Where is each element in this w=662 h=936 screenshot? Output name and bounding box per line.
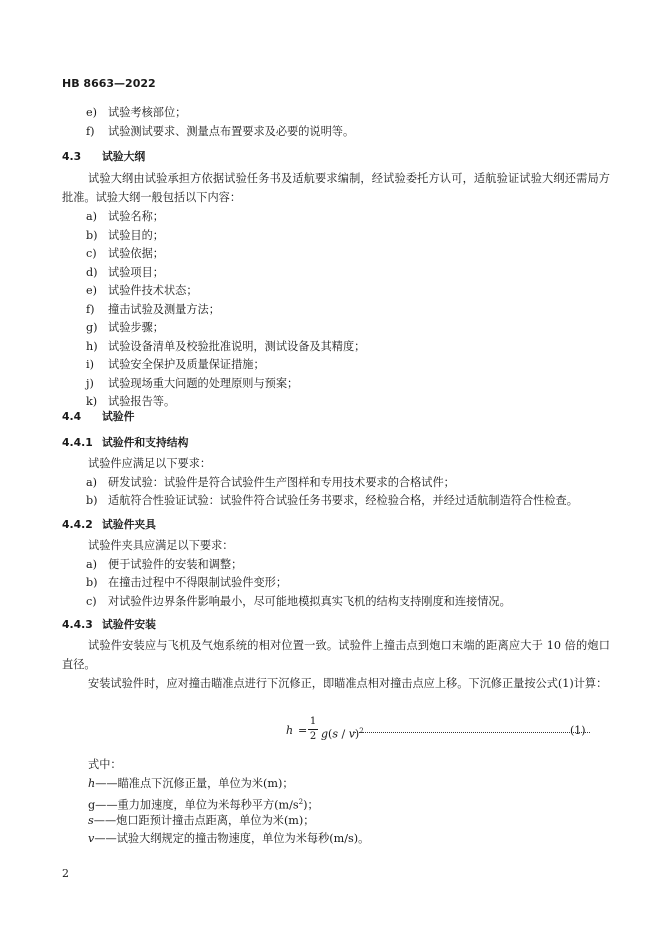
list-text: 试验测试要求、测量点布置要求及必要的说明等。 xyxy=(108,125,355,138)
formula-lhs: h xyxy=(286,724,294,737)
list-marker: h) xyxy=(86,339,98,353)
fraction-denominator: 2 xyxy=(309,731,317,742)
section-heading-4-4 xyxy=(62,410,134,424)
list-marker: g) xyxy=(86,321,98,334)
list-marker: e) xyxy=(86,106,97,119)
variable-definition xyxy=(88,777,294,791)
variable-description: ——试验大纲规定的撞击物速度，单位为米每秒(m/s)。 xyxy=(94,832,370,845)
list-marker: d) xyxy=(86,265,98,279)
list-item xyxy=(86,358,265,372)
section-number: 4.4.2 xyxy=(62,518,93,531)
formula-paren-open: ( xyxy=(328,727,333,741)
list-item xyxy=(86,303,220,317)
list-item xyxy=(86,125,354,139)
list-marker: c) xyxy=(86,247,97,260)
list-text: 试验名称； xyxy=(108,210,164,223)
where-label: 式中： xyxy=(88,758,122,771)
section-number: 4.4.1 xyxy=(62,436,93,449)
variable-symbol: h xyxy=(88,776,96,790)
list-marker: b) xyxy=(86,576,98,589)
formula-1 xyxy=(286,716,606,746)
section-title: 试验件和支持结构 xyxy=(102,436,189,449)
list-marker: e) xyxy=(86,284,97,297)
section-number: 4.4.3 xyxy=(62,618,93,631)
variable-description: ——炮口距预计撞击点距离，单位为米(m)； xyxy=(93,813,315,827)
list-item xyxy=(86,558,242,572)
variable-symbol: s xyxy=(88,813,94,827)
variable-description: ——重力加速度，单位为米每秒平方(m/s xyxy=(95,798,299,812)
paragraph-4-4-3-b: 安装试验件时，应对撞击瞄准点进行下沉修正，即瞄准点相对撞击点应上移。下沉修正量按公式(1)计算： xyxy=(88,677,608,690)
list-text: 便于试验件的安装和调整； xyxy=(108,557,243,571)
list-item xyxy=(86,595,511,609)
list-item xyxy=(86,576,287,590)
list-marker: a) xyxy=(86,557,98,571)
list-marker: a) xyxy=(86,210,98,223)
fraction-bar xyxy=(308,729,318,730)
list-item xyxy=(86,229,164,243)
list-item xyxy=(86,321,164,335)
list-item xyxy=(86,247,164,261)
formula-s: s xyxy=(332,727,338,741)
list-item xyxy=(86,395,175,409)
section-heading-4-4-1 xyxy=(62,436,188,450)
list-text: 对试验件边界条件影响最小，尽可能地模拟真实飞机的结构支持刚度和连接情况。 xyxy=(108,594,511,608)
list-text: 试验设备清单及校验批准说明，测试设备及其精度； xyxy=(108,339,366,353)
list-item xyxy=(86,494,578,508)
fraction-numerator: 1 xyxy=(309,716,317,727)
page-number: 2 xyxy=(62,867,69,880)
list-item xyxy=(86,340,365,354)
list-text: 试验安全保护及质量保证措施； xyxy=(108,358,265,371)
list-text: 试验依据； xyxy=(108,247,164,260)
list-marker: c) xyxy=(86,594,97,608)
list-marker: k) xyxy=(86,395,98,408)
section-title: 试验件夹具 xyxy=(102,518,156,531)
formula-power: 2 xyxy=(359,727,364,735)
list-item xyxy=(86,377,298,391)
list-marker: f) xyxy=(86,302,95,316)
list-marker: j) xyxy=(86,376,94,390)
formula-v: v xyxy=(348,727,355,741)
list-item xyxy=(86,476,455,490)
formula-leader-dots xyxy=(353,724,590,733)
variable-symbol: g xyxy=(88,798,96,812)
paragraph-4-4-3-a: 试验件安装应与飞机及气炮系统的相对位置一致。试验件上撞击点到炮口末端的距离应大于 10 倍的炮口直径。 xyxy=(62,639,610,671)
intro-text: 试验件夹具应满足以下要求： xyxy=(88,539,234,552)
list-text: 试验报告等。 xyxy=(108,395,176,408)
variable-definition xyxy=(88,795,319,813)
list-marker: a) xyxy=(86,475,98,489)
list-text: 适航符合性验证试验：试验件符合试验任务书要求，经检验合格，并经过适航制造符合性检查。 xyxy=(108,494,578,507)
formula-g: g xyxy=(321,727,329,741)
section-title: 试验件安装 xyxy=(102,618,156,631)
variable-definition xyxy=(88,832,369,846)
list-text: 试验件技术状态； xyxy=(108,284,198,297)
list-item xyxy=(86,266,164,280)
list-text: 试验现场重大问题的处理原则与预案； xyxy=(108,376,299,390)
section-number: 4.3 xyxy=(62,150,82,163)
document-number-header: HB 8663—2022 xyxy=(62,77,156,90)
list-text: 撞击试验及测量方法； xyxy=(108,302,220,316)
section-heading-4-4-2 xyxy=(62,518,156,532)
variable-definition xyxy=(88,814,314,828)
list-text: 在撞击过程中不得限制试验件变形； xyxy=(108,576,288,589)
list-marker: b) xyxy=(86,494,98,507)
list-marker: f) xyxy=(86,125,95,138)
list-text: 试验考核部位； xyxy=(108,106,187,119)
list-text: 试验步骤； xyxy=(108,321,164,334)
list-text: 研发试验：试验件是符合试验件生产图样和专用技术要求的合格试件； xyxy=(108,475,455,489)
list-item xyxy=(86,106,186,120)
list-item xyxy=(86,284,198,298)
list-item xyxy=(86,210,164,224)
section-heading-4-3 xyxy=(62,150,145,164)
section-title: 试验大纲 xyxy=(102,150,146,163)
variable-description-tail: )； xyxy=(303,798,319,812)
list-marker: b) xyxy=(86,228,98,242)
list-text: 试验目的； xyxy=(108,228,164,242)
unit-superscript: 2 xyxy=(298,798,304,806)
section-number: 4.4 xyxy=(62,410,82,423)
paragraph-4-3: 试验大纲由试验承担方依据试验任务书及适航要求编制，经试验委托方认可，适航验证试验大纲还需局方批准。试验大纲一般包括以下内容： xyxy=(62,172,610,204)
intro-text: 试验件应满足以下要求： xyxy=(88,457,212,470)
variable-symbol: v xyxy=(88,832,95,845)
list-marker: i) xyxy=(86,358,94,371)
section-heading-4-4-3 xyxy=(62,618,156,632)
formula-equals: = xyxy=(298,724,308,737)
variable-description: ——瞄准点下沉修正量，单位为米(m)； xyxy=(95,776,294,790)
list-text: 试验项目； xyxy=(108,265,164,279)
equation-number: (1) xyxy=(570,724,586,737)
formula-fraction xyxy=(308,716,318,743)
formula-paren-close: ) xyxy=(354,727,360,741)
section-title: 试验件 xyxy=(102,410,135,423)
formula-slash: / xyxy=(338,727,349,741)
